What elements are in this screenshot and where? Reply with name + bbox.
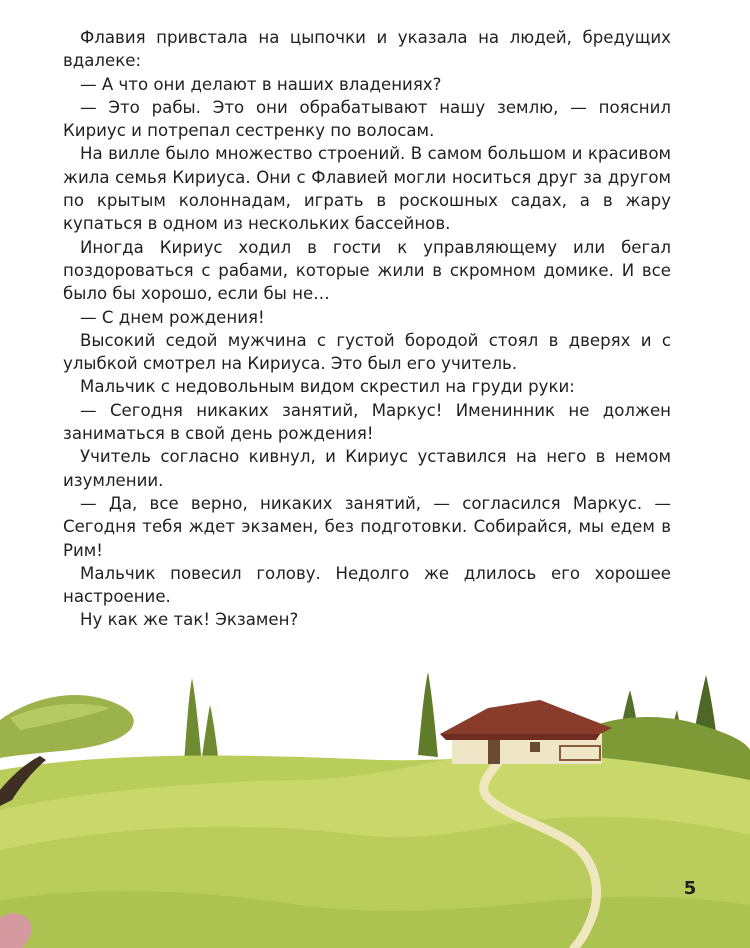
cypress-tree <box>418 672 438 757</box>
story-text <box>63 26 671 632</box>
paragraph: — Сегодня никаких занятий, Маркус! Именинник не должен заниматься в свой день рождения! <box>63 400 671 444</box>
paragraph: Ну как же так! Экзамен? <box>80 610 299 630</box>
paragraph: Флавия привстала на цыпочки и указала на людей, бредущих вдалеке: <box>63 28 671 71</box>
house-roof-shade <box>440 734 600 740</box>
paragraph: — А что они делают в наших владениях? <box>80 74 442 94</box>
page-number: 5 <box>683 878 697 899</box>
landscape-illustration <box>0 660 750 948</box>
paragraph: На вилле было множество строений. В самом большом и красивом жила семья Кириуса. Они с Флавией могли носиться друг за другом по крытым колоннадам, играть в роскошных садах, а в жару купаться в одном из нескольких бассейнов. <box>63 144 671 234</box>
house-door <box>488 740 500 764</box>
house-roof <box>440 700 612 734</box>
paragraph: Учитель согласно кивнул, и Кириус уставился на него в немом изумлении. <box>63 447 671 490</box>
paragraph: Мальчик повесил голову. Недолго же длилось его хорошее настроение. <box>63 563 671 607</box>
house-window <box>530 742 540 752</box>
paragraph: Мальчик с недовольным видом скрестил на груди руки: <box>80 377 575 397</box>
paragraph: — С днем рождения! <box>80 307 265 327</box>
paragraph: Высокий седой мужчина с густой бородой стоял в дверях и с улыбкой смотрел на Кириуса. Это был его учитель. <box>63 330 671 374</box>
paragraph: Иногда Кириус ходил в гости к управляющему или бегал поздороваться с рабами, которые жили в скромном домике. И все было бы хорошо, если бы не… <box>63 237 671 304</box>
paragraph: — Да, все верно, никаких занятий, — согласился Маркус. — Сегодня тебя ждет экзамен, без подготовки. Собирайся, мы едем в Рим! <box>63 493 671 560</box>
paragraph: — Это рабы. Это они обрабатывают нашу землю, — пояснил Кириус и потрепал сестренку по волосам. <box>63 97 671 141</box>
villa-house <box>440 700 612 764</box>
